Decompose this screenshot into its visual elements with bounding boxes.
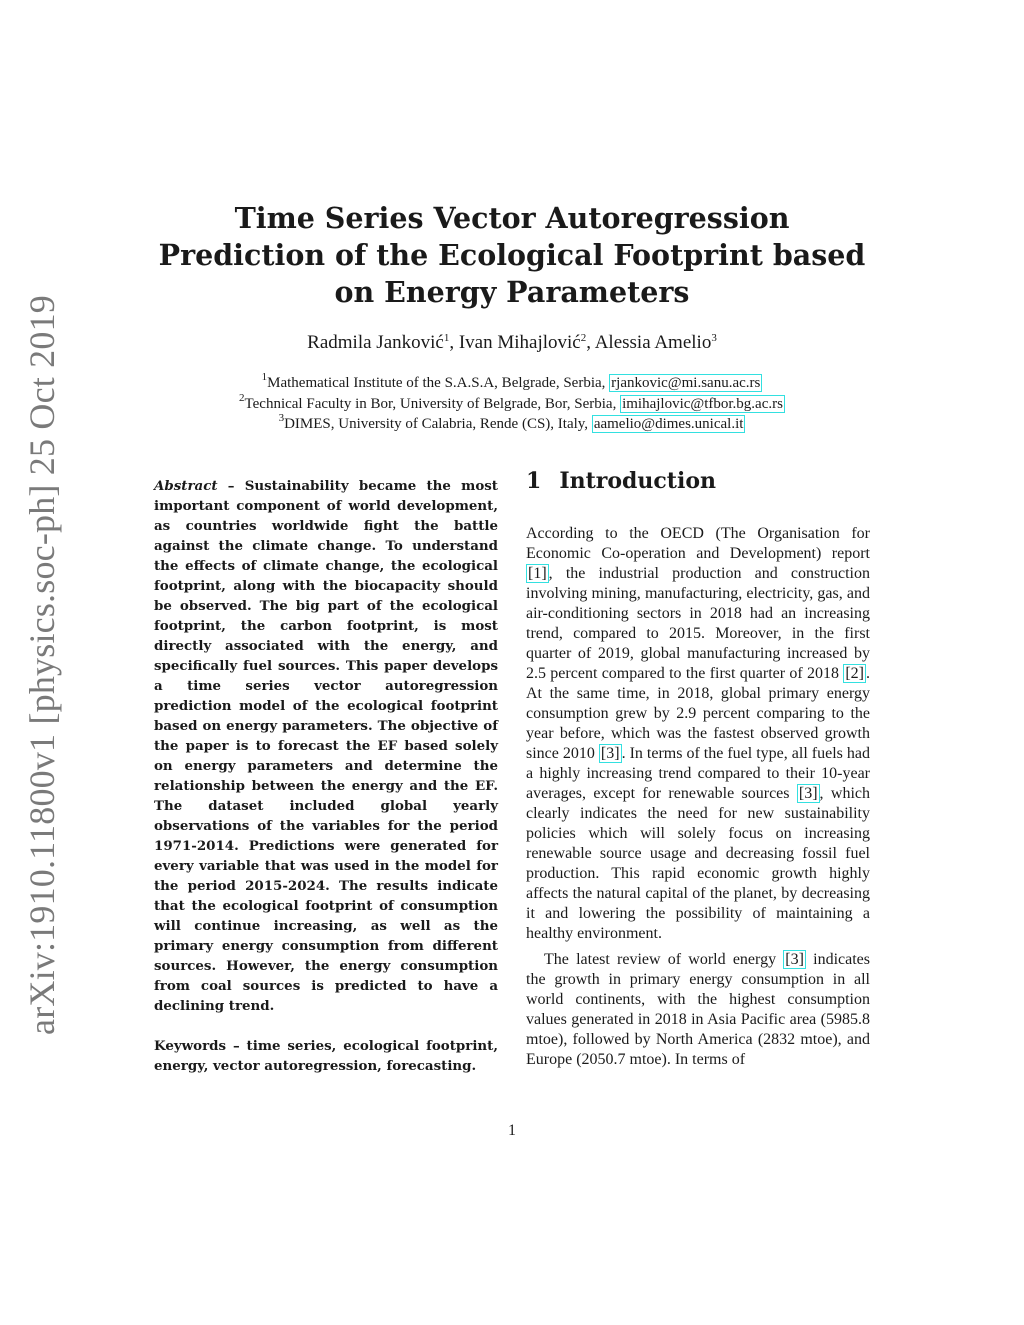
- text-run: The latest review of world energy: [544, 951, 784, 968]
- abstract-label: Abstract: [154, 478, 218, 494]
- author-sup: 1: [443, 332, 450, 344]
- affiliations: [150, 373, 874, 435]
- text-run: According to the OECD (The Organisation for Economic Co-operation and Development) report: [526, 525, 870, 562]
- abstract: [154, 476, 498, 1016]
- author-sep: ,: [586, 332, 595, 353]
- keywords-text: time series, ecological footprint, energy, vector autoregression, forecasting.: [154, 1038, 498, 1074]
- email-link[interactable]: imihajlovic@tfbor.bg.ac.rs: [622, 395, 783, 412]
- text-run: indicates the growth in primary energy consumption in all world continents, with the highest consumption values generated in 2018 in Asia Pacific area (5985.8 mtoe), followed by North America (2832 mtoe), and Europe (2050.7 mtoe). In terms of: [526, 951, 870, 1068]
- aff-text: DIMES, University of Calabria, Rende (CS), Italy,: [284, 416, 592, 432]
- text-run: . At the same time, in 2018, global primary energy consumption grew by 2.9 percent comparing to the year before, which was the fastest observed growth since 2010: [526, 665, 870, 762]
- affiliation-3: [150, 414, 874, 435]
- citation-link[interactable]: [1]: [528, 565, 547, 582]
- author-sup: 3: [711, 332, 717, 344]
- aff-text: Technical Faculty in Bor, University of Belgrade, Bor, Serbia,: [244, 395, 621, 412]
- author-sep: ,: [449, 332, 459, 353]
- intro-paragraph-1: [526, 524, 870, 944]
- keywords: [154, 1036, 498, 1076]
- author-sup: 2: [580, 332, 587, 344]
- abstract-dash: –: [217, 478, 245, 494]
- aff-text: Mathematical Institute of the S.A.S.A, Belgrade, Serbia,: [267, 375, 610, 391]
- author-name: Alessia Amelio: [594, 332, 712, 353]
- section-heading: [526, 468, 716, 494]
- section-title: Introduction: [559, 468, 716, 494]
- text-run: , which clearly indicates the need for new sustainability policies which will solely focus on increasing renewable source usage and decreasing fossil fuel production. This rapid economic growth highly affects the natural capital of the planet, by decreasing it and lowering the possibility of maintaining a healthy environment.: [526, 785, 870, 942]
- aff-sup: 2: [239, 391, 245, 404]
- section-number: 1: [526, 468, 542, 494]
- arxiv-identifier: arXiv:1910.11800v1 [physics.soc-ph] 25 Oct 2019: [22, 295, 62, 1035]
- citation-link[interactable]: [3]: [785, 951, 804, 968]
- author-name: Ivan Mihajlović: [458, 332, 581, 353]
- keywords-label: Keywords: [154, 1038, 227, 1054]
- affiliation-1: [150, 373, 874, 394]
- aff-sup: 3: [278, 412, 285, 424]
- author-list: [150, 332, 874, 354]
- abstract-text: Sustainability became the most important component of world development, as countries worldwide fight the battle against the climate change. To understand the effects of climate change, the ecological footprint, along with the biocapacity should be observed. The big part of the ecological footprint, the carbon footprint, is most directly associated with the energy, and specifically fuel sources. This paper develops a time series vector autoregression prediction model of the ecological footprint based on energy parameters. The objective of the paper is to forecast the EF based solely on energy parameters and determine the relationship between the energy and the EF. The dataset included global yearly observations of the variables for the period 1971-2014. Predictions were generated for every variable that was used in the model for the period 2015-2024. The results indicate that the ecological footprint of consumption will continue increasing, as well as the primary energy consumption from different sources. However, the energy consumption from coal sources is predicted to have a declining trend.: [154, 478, 498, 1014]
- author-name: Radmila Janković: [307, 332, 444, 353]
- citation-link[interactable]: [3]: [600, 745, 620, 762]
- email-link[interactable]: aamelio@dimes.unical.it: [593, 416, 744, 432]
- page-number: 1: [508, 1122, 516, 1139]
- affiliation-2: [150, 391, 874, 415]
- citation-link[interactable]: [2]: [845, 665, 864, 682]
- intro-paragraph-2: [526, 950, 870, 1070]
- citation-link[interactable]: [3]: [798, 785, 818, 802]
- aff-sup: 1: [261, 371, 268, 383]
- intro-body: [526, 524, 870, 1076]
- text-run: , the industrial production and construction involving mining, manufacturing, electricity, gas, and air-conditioning sectors in 2018 had an increasing trend, compared to 2015. Moreover, in the first quarter of 2019, global manufacturing increased by 2.5 percent compared to the first quarter of 2018: [526, 565, 870, 682]
- email-link[interactable]: rjankovic@mi.sanu.ac.rs: [611, 375, 761, 391]
- keywords-dash: –: [226, 1038, 247, 1054]
- paper-title: Time Series Vector Autoregression Prediction of the Ecological Footprint based on Energy Parameters: [158, 201, 866, 309]
- text-run: . In terms of the fuel type, all fuels had a highly increasing trend compared to their 10-year averages, except for renewable sources: [526, 745, 871, 802]
